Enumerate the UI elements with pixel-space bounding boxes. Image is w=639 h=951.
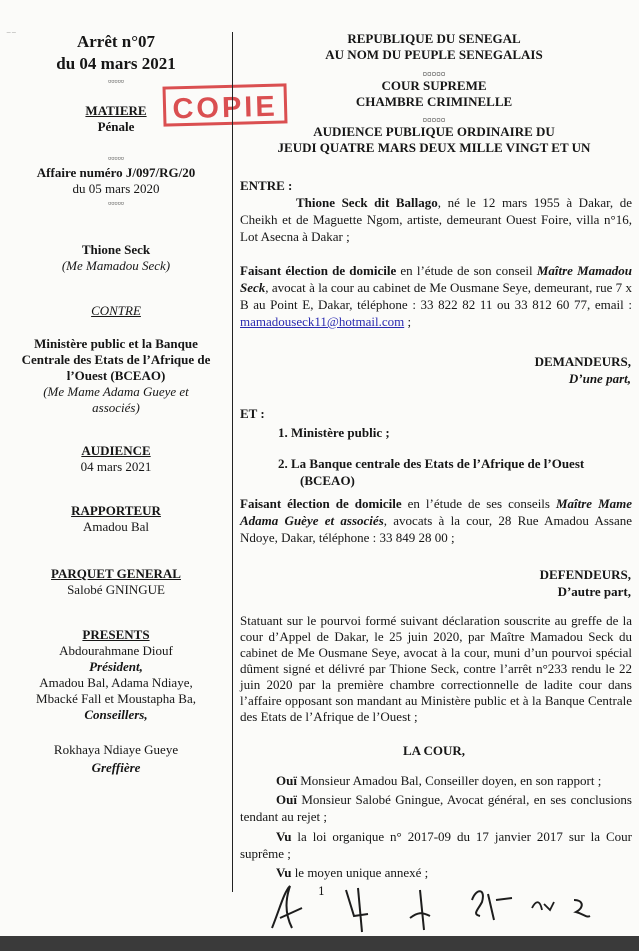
party1-name: Thione Seck xyxy=(81,242,151,257)
party2-name: Centrale des Etats de l’Afrique de xyxy=(21,352,211,367)
signatures xyxy=(250,878,610,936)
entre-label: ENTRE : xyxy=(240,178,293,193)
greffiere-title: Greffière xyxy=(91,760,141,775)
defendeur-2: 2. La Banque centrale des Etats de l’Afrique de l’Ouest xyxy=(278,456,585,471)
dautre-part-label: D’autre part, xyxy=(557,584,631,599)
conseillers-names: Amadou Bal, Adama Ndiaye, xyxy=(39,675,193,690)
ornament: ▫▫▫▫▫ xyxy=(422,112,446,127)
la-cour-heading: LA COUR, xyxy=(402,743,466,758)
domicile-text: en l’étude de son conseil xyxy=(396,263,537,278)
defendeur-2: (BCEAO) xyxy=(300,473,355,488)
email-link[interactable]: mamadouseck11@hotmail.com xyxy=(240,314,405,329)
header-date: JEUDI QUATRE MARS DEUX MILLE VINGT ET UN xyxy=(277,140,591,155)
column-divider xyxy=(232,32,233,892)
header-audience: AUDIENCE PUBLIQUE ORDINAIRE DU xyxy=(313,124,555,139)
demandeur-name: Thione Seck dit Ballago xyxy=(296,195,438,210)
demandeur-paragraph xyxy=(240,194,632,245)
domicile-counsel: Maître Mamadou Seck xyxy=(240,263,633,295)
affaire-date: du 05 mars 2020 xyxy=(72,181,160,196)
oui-rapport xyxy=(240,772,632,789)
header-chambre: CHAMBRE CRIMINELLE xyxy=(355,94,513,109)
dune-part-label: D’une part, xyxy=(568,371,631,386)
signature-mark xyxy=(410,890,430,930)
domicile-text: , avocat à la cour au cabinet de Me Ousmane Seye, demeurant, rue 7 x B au Point E, Dakar, téléphone : 33 822 82 11 ou 33 812 60 77, email : xyxy=(240,280,632,312)
vu-text: le moyen unique annexé ; xyxy=(291,865,429,880)
copie-stamp: COPIE xyxy=(162,83,287,126)
domicile-text: en l’étude de ses conseils xyxy=(401,496,556,511)
oui-text: Monsieur Salobé Gningue, Avocat général, en ses conclusions tendant au rejet ; xyxy=(240,792,632,824)
matiere-value: Pénale xyxy=(97,119,135,134)
party2-counsel: associés) xyxy=(92,400,140,415)
audience-value: 04 mars 2021 xyxy=(80,459,152,474)
conseillers-names: Mbacké Fall et Moustapha Ba, xyxy=(36,691,196,706)
ornament: ▫▫▫▫▫ xyxy=(108,153,124,163)
demandeurs-label: DEMANDEURS, xyxy=(534,354,631,369)
demandeur-details: , né le 12 mars 1955 à Dakar, de Cheikh et de Maguette Ngom, artiste, demeurant Ouest Foire, villa n°16, Lot Asecna à Dakar ; xyxy=(240,195,633,244)
oui-lead: Ouï xyxy=(276,792,297,807)
arret-number: Arrêt n°07 xyxy=(76,32,156,51)
defendeurs-label: DEFENDEURS, xyxy=(539,567,631,582)
vu-lead: Vu xyxy=(276,829,292,844)
domicile-lead: Faisant élection de domicile xyxy=(240,263,397,278)
vu-lead: Vu xyxy=(276,865,292,880)
scanner-bottom-bar xyxy=(0,936,639,951)
scan-mark: ⁻⁻ xyxy=(6,30,17,41)
parquet-heading: PARQUET GENERAL xyxy=(51,566,181,581)
rapporteur-heading: RAPPORTEUR xyxy=(71,503,161,518)
domicile-text: , avocats à la cour, 28 Rue Amadou Assane Ndoye, Dakar, téléphone : 33 849 28 00 ; xyxy=(240,513,632,545)
domicile-lead: Faisant élection de domicile xyxy=(240,496,402,511)
vu-text: la loi organique n° 2017-09 du 17 janvier 2017 sur la Cour suprême ; xyxy=(240,829,632,861)
vu-loi xyxy=(240,828,632,862)
ornament: ▫▫▫▫▫ xyxy=(422,66,446,81)
statuant-paragraph: Statuant sur le pourvoi formé suivant déclaration souscrite au greffe de la cour d’Appel de Dakar, le 25 juin 2020, par Maître Mamadou Seck du cabinet de Me Ousmane Seye, avocat à la cour, muni d’un pourvoi spécial dûment signé et délivré par Thione Seck, contre l’arrêt n°233 rendu le 22 juin 2020 par la première chambre correctionnelle de ladite cour dans l’affaire opposant son mandant au Ministère public et à la Banque Centrale des Etats de l’Afrique de l’Ouest ; xyxy=(240,613,632,724)
oui-conclusions xyxy=(240,791,632,825)
party2-counsel: (Me Mame Adama Gueye et xyxy=(43,384,189,399)
president-name: Abdourahmane Diouf xyxy=(59,643,173,658)
signature-mark xyxy=(574,900,590,917)
president-title: Président, xyxy=(89,659,143,674)
signature-mark xyxy=(346,888,368,932)
header-cour-supreme: COUR SUPREME xyxy=(381,78,487,93)
et-label: ET : xyxy=(240,406,265,421)
party2-name: Ministère public et la Banque xyxy=(34,336,198,351)
defendeur-domicile xyxy=(240,495,632,546)
greffiere-name: Rokhaya Ndiaye Gueye xyxy=(53,742,179,757)
party2-name: l’Ouest (BCEAO) xyxy=(66,368,166,383)
conseillers-title: Conseillers, xyxy=(84,707,148,722)
signature-mark xyxy=(472,891,512,920)
header-peuple: AU NOM DU PEUPLE SENEGALAIS xyxy=(325,47,543,62)
matiere-heading: MATIERE xyxy=(85,103,147,118)
signature-mark xyxy=(272,886,302,928)
arret-date: du 04 mars 2021 xyxy=(56,54,176,73)
page-number: 1 xyxy=(318,885,325,898)
audience-heading: AUDIENCE xyxy=(81,443,151,458)
contre-label: CONTRE xyxy=(91,303,141,318)
header-republique: REPUBLIQUE DU SENEGAL xyxy=(347,31,521,46)
presents-heading: PRESENTS xyxy=(82,627,150,642)
domicile-counsel: Maître Mame Adama Guèye et associés xyxy=(240,496,633,528)
oui-text: Monsieur Amadou Bal, Conseiller doyen, en son rapport ; xyxy=(296,773,602,788)
parquet-value: Salobé GNINGUE xyxy=(67,582,165,597)
affaire-number: Affaire numéro J/097/RG/20 xyxy=(36,165,196,180)
ornament: ▫▫▫▫▫ xyxy=(108,198,124,208)
signature-mark xyxy=(532,902,554,910)
demandeur-domicile xyxy=(240,262,632,330)
party1-counsel: (Me Mamadou Seck) xyxy=(61,258,171,273)
defendeur-1: 1. Ministère public ; xyxy=(278,425,390,440)
rapporteur-value: Amadou Bal xyxy=(82,519,150,534)
oui-lead: Ouï xyxy=(276,773,297,788)
ornament: ▫▫▫▫▫ xyxy=(108,76,124,86)
domicile-end: ; xyxy=(404,314,412,329)
